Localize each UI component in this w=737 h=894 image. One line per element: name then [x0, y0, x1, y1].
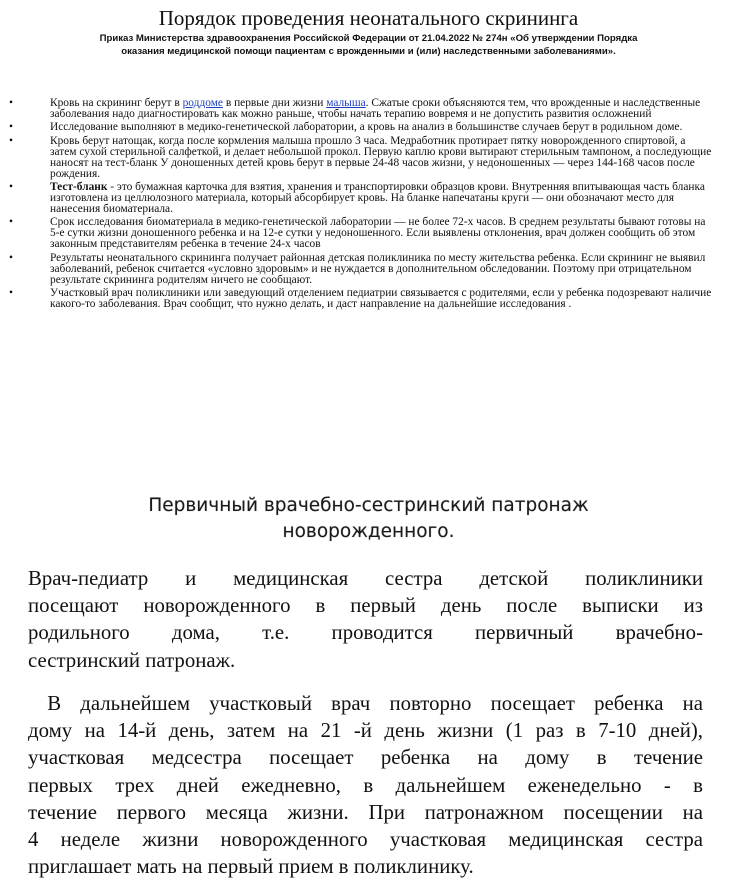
paragraph-line: течение первого месяца жизни. При патронажном посещении на [28, 800, 703, 824]
list-item [6, 217, 714, 250]
subtitle-line-1: Первичный врачебно-сестринский патронаж [148, 495, 589, 516]
paragraph-line: участковая медсестра посещает ребенка на дому в течение [28, 746, 703, 770]
text-segment: . Сжатые сроки объясняются тем, что врожденные и наследственные заболевания надо диагностировать как можно раньше, чтобы начать терапию вовремя и не допустить развития осложнений [50, 97, 701, 120]
order-line-1: Приказ Министерства здравоохранения Российской Федерации от 21.04.2022 № 274н «Об утверждении Порядка [99, 33, 638, 44]
bullet-icon: • [9, 97, 13, 109]
list-item-text: Результаты неонатального скрининга получает районная детская поликлиника по месту жительства ребенка. Если скрининг не выявил заболеваний, ребенок считается «условно здоровым» и не нуждается в дополнительном обследовании. Поэтому при отрицательном результате скрининга родителям ничего не сообщают. [50, 251, 706, 286]
bullet-icon: • [9, 134, 13, 147]
bullet-icon: • [9, 121, 13, 134]
list-item-text: Срок исследования биоматериала в медико-генетической лаборатории — не более 72-х часов. В среднем результаты бывают готовы на 5-е сутки жизни доношенного ребенка и на 12-е сутки у недоношенного. Если выявлены отклонения, врач должен сообщить об этом законным представителям ребенка в течение 24-х часов [50, 216, 706, 251]
order-line-2: оказания медицинской помощи пациентам с врожденными и (или) наследственными заболеваниями». [121, 46, 616, 57]
paragraph-line: приглашает мать на первый прием в поликлинику. [28, 855, 474, 879]
paragraph-line: В дальнейшем участковый врач повторно посещает ребенка на [28, 692, 704, 715]
paragraph-line: сестринский патронаж. [28, 648, 236, 672]
section-subtitle [60, 493, 677, 545]
order-reference [30, 32, 707, 58]
list-item [6, 136, 714, 180]
list-item [6, 122, 714, 133]
paragraph-line: 4 неделе жизни новорожденного участковая медицинская сестра [28, 828, 703, 852]
paragraph-line: родильного дома, т.е. проводится первичный врачебно- [28, 621, 703, 645]
maternity-hospital-link[interactable]: роддоме [182, 97, 223, 109]
text-segment: - это бумажная карточка для взятия, хранения и транспортировки образцов крови. Внутренняя впитывающая часть бланка изготовлена из целлюлозного материала, который абсорбирует кровь. На бланке напечатаны круги — они обозначают место для нанесения биоматериала. [50, 181, 705, 215]
list-item-text [50, 97, 700, 120]
list-item [6, 253, 714, 286]
list-item [6, 182, 714, 215]
page-title: Порядок проведения неонатального скрининга [158, 6, 579, 30]
text-segment: в первые дни жизни [223, 97, 327, 109]
paragraph-followup-visits [28, 690, 703, 880]
baby-link[interactable]: малыша [326, 97, 366, 109]
list-item-text [50, 181, 705, 215]
bullet-icon: • [9, 251, 13, 264]
list-item [6, 98, 714, 120]
bullet-icon: • [9, 216, 13, 229]
text-segment: Кровь на скрининг берут в [50, 97, 183, 109]
paragraph-line: посещают новорожденного в первый день после выписки из [28, 594, 703, 618]
list-item-text: Исследование выполняют в медико-генетической лаборатории, а кровь на анализ в большинстве случаев берут в родильном доме. [50, 121, 683, 134]
list-item-text: Кровь берут натощак, когда после кормления малыша прошло 3 часа. Медработник протирает пятку новорожденного спиртовой, а затем сухой стерильной салфеткой, и делает небольшой прокол. Первую каплю крови вытирают стерильным тампоном, а последующие наносят на тест-бланк У доношенных детей кровь берут в первые 24-48 часов жизни, у недоношенных — через 144-168 часов после рождения. [50, 134, 712, 180]
list-item [6, 288, 714, 310]
paragraph-primary-visit [28, 565, 703, 674]
screening-list [6, 98, 714, 312]
bullet-icon: • [9, 287, 13, 300]
bullet-icon: • [9, 181, 13, 194]
paragraph-line: Врач-педиатр и медицинская сестра детской поликлиники [28, 567, 703, 590]
test-blank-term: Тест-бланк [50, 181, 108, 194]
paragraph-line: дому на 14-й день, затем на 21 -й день жизни (1 раз в 7-10 дней), [28, 719, 703, 743]
paragraph-line: первых трех дней ежедневно, в дальнейшем еженедельно - в [28, 773, 703, 797]
list-item-text: Участковый врач поликлиники или заведующий отделением педиатрии связывается с родителями, если у ребенка подозревают наличие какого-то заболевания. Врач сообщит, что нужно делать, и даст направление на дальнейшие исследования . [50, 287, 712, 310]
subtitle-line-2: новорожденного. [282, 521, 455, 542]
